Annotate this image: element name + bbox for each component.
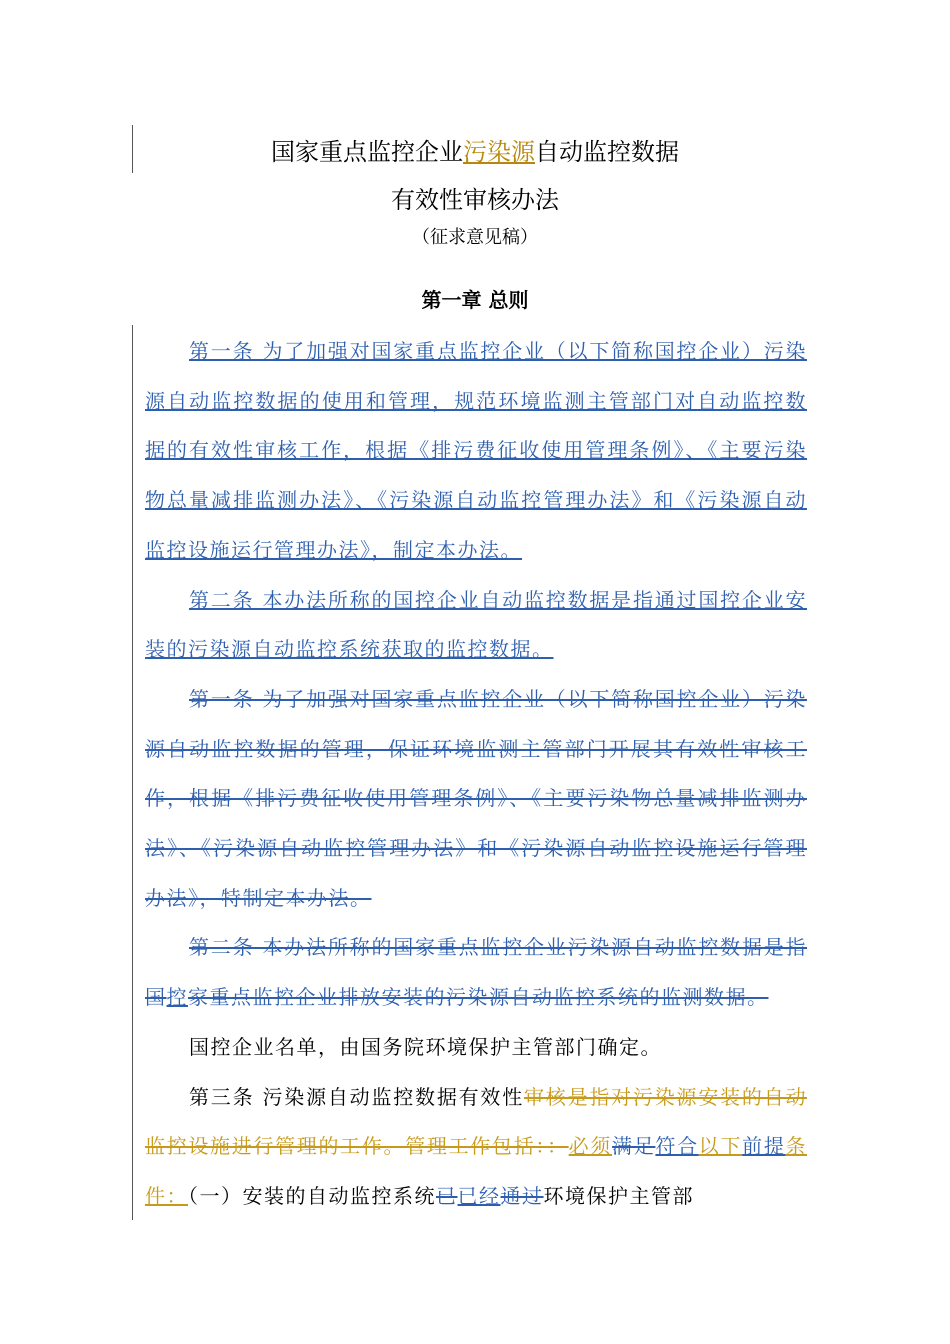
tracked-insertion: 第一条 为了加强对国家重点监控企业（以下简称国控企业）污染源自动监控数据的使用和管理，规范环境监测主管部门对自动监控数据的有效性审核工作，根据《排污费征收使用管理条例》、《主要污染物总量减排监测办法》、《污染源自动监控管理办法》和《污染源自动监控设施运行管理办法》，制定本办法。 [145,339,807,562]
paragraph-article-1-deleted [145,675,807,924]
document-body [145,327,807,1222]
body-text: 第三条 污染源自动监控数据有效性 [189,1084,525,1109]
paragraph-article-3 [145,1073,807,1222]
tracked-deletion: 第二条 本办法所称的国家重点监控企业污染源自动监控数据是指国 [145,935,807,1010]
tracked-deletion: 家重点监控企业排放安装的污染源自动监控系统的监测数据。 [188,985,769,1010]
title-text-before: 国家重点监控企业 [271,138,463,166]
tracked-insertion: 控 [166,985,188,1010]
body-text: 环境保护主管部 [543,1183,694,1208]
tracked-insertion: 符合 [655,1134,699,1159]
paragraph-article-2-inserted [145,576,807,675]
tracked-insertion: 已经 [457,1183,501,1208]
tracked-insertion: 第二条 本办法所称的国控企业自动监控数据是指通过国控企业安装的污染源自动监控系统获取的监控数据。 [145,587,807,662]
chapter-heading: 第一章 总则 [421,288,529,312]
document-subtitle: （征求意见稿） [412,227,538,248]
paragraph-article-1-inserted [145,327,807,576]
change-bar-body [132,325,133,1220]
tracked-deletion: 第一条 为了加强对国家重点监控企业（以下简称国控企业）污染源自动监控数据的管理，保证环境监测主管部门开展其有效性审核工作，根据《排污费征收使用管理条例》、《主要污染物总量减排监测办法》、《污染源自动监控管理办法》和《污染源自动监控设施运行管理办法》，特制定本办法。 [145,686,807,910]
body-text: （一）安装的自动监控系统 [188,1183,436,1208]
tracked-insertion-gold: 条件： [145,1134,808,1208]
paragraph-enterprise-list: 国控企业名单，由国务院环境保护主管部门确定。 [189,1034,662,1059]
title-tracked-insertion: 污染源 [463,138,535,166]
tracked-deletion: 已 [436,1183,458,1208]
tracked-deletion-gold: 审核是指对污染源安装的自动监控设施进行管理的工作。管理工作包括：： [145,1084,808,1159]
tracked-insertion-gold: 以下 [698,1134,743,1159]
document-title-line2: 有效性审核办法 [391,186,559,214]
tracked-deletion: 满足 [612,1134,656,1159]
title-text-after: 自动监控数据 [535,138,679,166]
tracked-deletion: 通过 [500,1183,544,1208]
document-title-line1 [0,135,950,169]
tracked-insertion: 前提 [742,1134,786,1159]
paragraph-article-2-deleted [145,923,807,1022]
tracked-insertion-gold: 必须 [568,1134,613,1159]
